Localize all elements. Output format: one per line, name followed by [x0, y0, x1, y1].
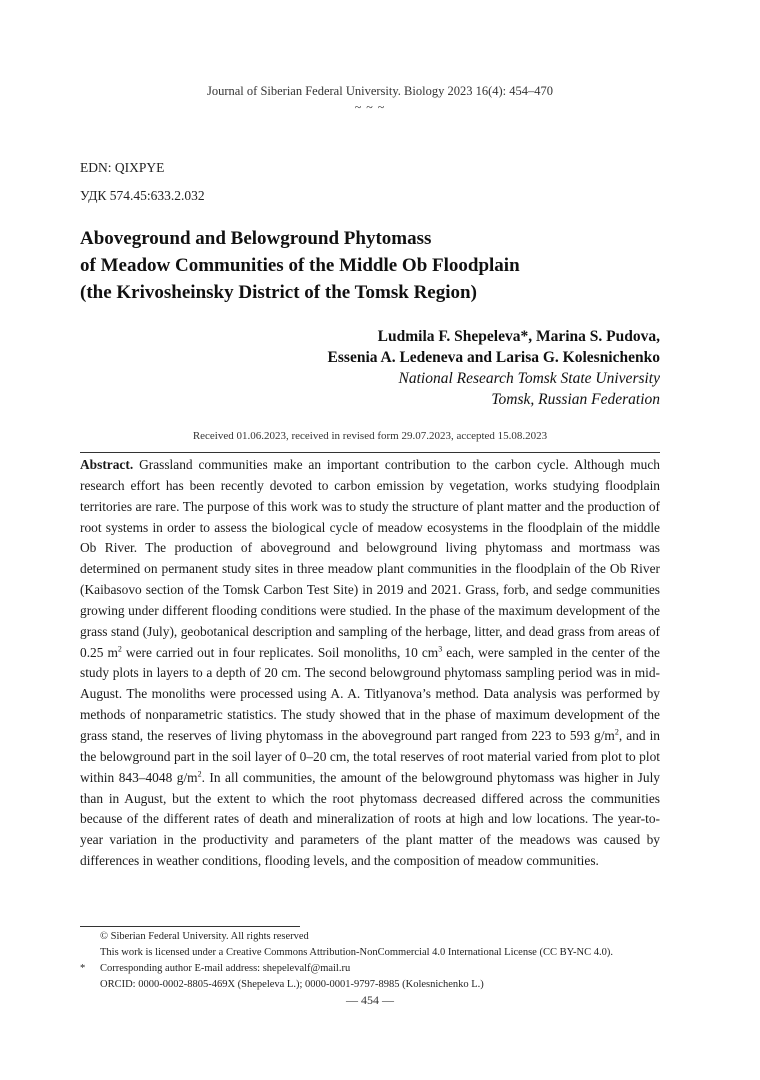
footnote-corresponding — [80, 961, 680, 977]
superscript: 2 — [614, 727, 619, 737]
footnotes — [80, 929, 680, 993]
abstract-text-4: , and in the belowground part in the soil layer of 0–20 cm, the total reserves of root material varied from plot to plot within 843–4048 g/m — [80, 727, 660, 785]
page-number: — 454 — — [346, 993, 394, 1007]
footnote-orcid: ORCID: 0000-0002-8805-469X (Shepeleva L.); 0000-0001-9797-8985 (Kolesnichenko L.) — [100, 979, 484, 991]
title-line-3: (the Krivosheinsky District of the Tomsk Region) — [80, 282, 477, 303]
journal-header: Journal of Siberian Federal University. Biology 2023 16(4): 454–470 — [206, 84, 553, 98]
author-list — [328, 326, 660, 368]
udk-code: УДК 574.45:633.2.032 — [80, 188, 205, 203]
title-line-1: Aboveground and Belowground Phytomass — [80, 228, 432, 249]
footnote-copyright: © Siberian Federal University. All rights reserved — [100, 931, 309, 942]
header-separator: ~ ~ ~ — [354, 100, 386, 114]
affiliation-line-1: National Research Tomsk State University — [398, 370, 660, 387]
abstract — [80, 455, 660, 872]
article-title — [80, 225, 680, 306]
superscript: 2 — [117, 644, 122, 654]
superscript: 2 — [197, 769, 202, 779]
footnote-license: This work is licensed under a Creative Commons Attribution-NonCommercial 4.0 International License (CC BY-NC 4.0). — [100, 947, 613, 959]
corresponding-email: Corresponding author E-mail address: shepelevalf@mail.ru — [100, 963, 351, 975]
edn-code: EDN: QIXPYE — [80, 160, 165, 175]
title-line-2: of Meadow Communities of the Middle Ob Floodplain — [80, 255, 520, 276]
affiliation-line-2: Tomsk, Russian Federation — [491, 391, 660, 408]
abstract-rule — [80, 452, 660, 453]
footnote-rule — [80, 926, 300, 927]
authors-line-2: Essenia A. Ledeneva and Larisa G. Kolesnichenko — [327, 349, 660, 366]
abstract-text-2: were carried out in four replicates. Soil monoliths, 10 cm — [121, 644, 439, 660]
abstract-text-5: . In all communities, the amount of the belowground phytomass was higher in July than in August, but the extent to which the root phytomass decreased differed across the communities because of the different rates of death and mineralization of roots at high and low locations. The year-to-year variation in the productivity and parameters of the plant matter of the meadows was caused by differences in weather conditions, flooding levels, and the composition of meadow communities. — [80, 769, 660, 869]
abstract-label: Abstract. — [80, 457, 134, 472]
asterisk-mark: * — [80, 963, 86, 975]
abstract-text-3: each, were sampled in the center of the study plots in layers to a depth of 20 cm. The second belowground phytomass sampling period was in mid-August. The monoliths were processed using A. A. Titlyanova’s method. Data analysis was performed by methods of nonparametric statistics. The study showed that in the phase of maximum development of the grass stand, the reserves of living phytomass in the aboveground part ranged from 223 to 593 g/m — [80, 644, 660, 743]
authors-line-1: Ludmila F. Shepeleva*, Marina S. Pudova, — [377, 328, 660, 345]
abstract-text-1: Grassland communities make an important contribution to the carbon cycle. Although much research effort has been recently devoted to carbon emission by vegetation, works studying floodplain territories are rare. The purpose of this work was to study the structure of plant matter and the production of root systems in order to assess the biological cycle of meadow ecosystems in the floodplain of the middle Ob River. The production of aboveground and belowground living phytomass and mortmass was determined on permanent study sites in three meadow plant communities in the floodplain of the Ob River (Kaibasovo section of the Tomsk Carbon Test Site) in 2019 and 2021. Grass, forb, and sedge communities growing under different flooding conditions were studied. In the phase of the maximum development of the grass stand (July), geobotanical description and sampling of the herbage, litter, and dead grass from areas of 0.25 m — [80, 457, 660, 660]
superscript: 3 — [438, 644, 443, 654]
affiliation — [399, 368, 660, 410]
submission-dates: Received 01.06.2023, received in revised form 29.07.2023, accepted 15.08.2023 — [192, 430, 548, 442]
